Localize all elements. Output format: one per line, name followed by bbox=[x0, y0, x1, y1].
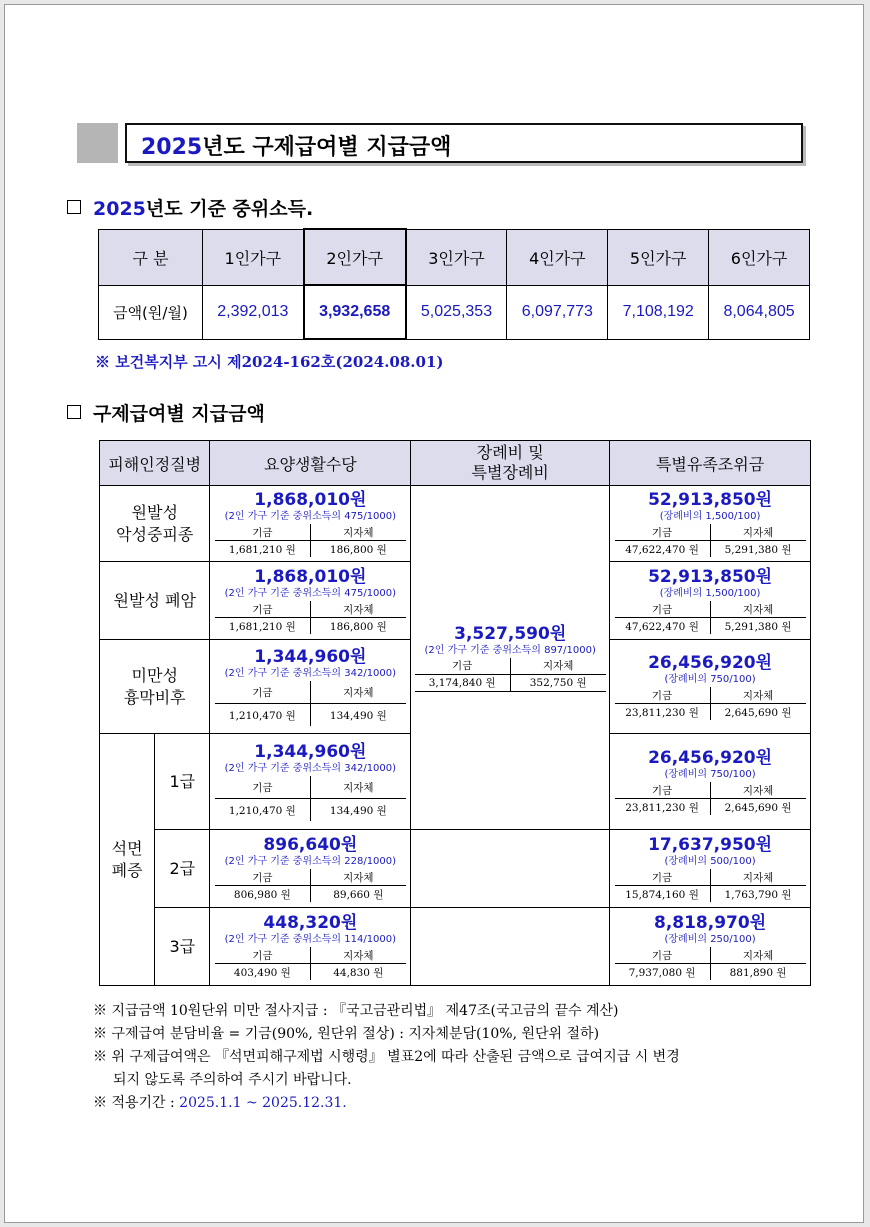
benefit-table bbox=[99, 440, 811, 986]
split-local-value: 1,763,790 원 bbox=[724, 888, 792, 901]
care-cell bbox=[210, 830, 411, 908]
section-heading-median-income bbox=[67, 194, 313, 221]
special-cell bbox=[610, 486, 811, 562]
footnote-rounding: ※ 지급금액 10원단위 미만 절사지급 : 『국고금관리법』 제47조(국고금의 끝수 계산) bbox=[93, 1003, 619, 1019]
special-split bbox=[615, 687, 806, 720]
split-national-label: 기금 bbox=[615, 687, 711, 704]
special-amount: 52,913,850원 bbox=[648, 490, 773, 510]
table-row bbox=[100, 908, 811, 986]
footnotes bbox=[93, 1000, 813, 1115]
care-split bbox=[215, 524, 406, 557]
grade-cell: 2급 bbox=[155, 830, 210, 908]
grade-cell: 3급 bbox=[155, 908, 210, 986]
split-national-value: 47,622,470 원 bbox=[615, 618, 711, 635]
care-amount: 1,868,010원 bbox=[254, 567, 367, 587]
special-cell bbox=[610, 640, 811, 734]
special-split bbox=[615, 524, 806, 557]
care-cell bbox=[210, 734, 411, 830]
care-cell bbox=[210, 562, 411, 640]
disease-cell bbox=[100, 640, 210, 734]
page-title bbox=[141, 130, 451, 161]
care-basis: (2인 가구 기준 중위소득의 114/1000) bbox=[224, 934, 397, 945]
special-basis: (장례비의 250/100) bbox=[664, 934, 756, 945]
section-heading-benefits bbox=[67, 399, 265, 426]
split-local-value: 352,750 원 bbox=[510, 674, 606, 691]
split-local-label: 지자체 bbox=[310, 524, 406, 541]
split-national-label: 기금 bbox=[215, 681, 311, 704]
special-basis: (장례비의 1,500/100) bbox=[659, 588, 761, 599]
care-split bbox=[215, 601, 406, 634]
split-national-value: 1,681,210 원 bbox=[215, 618, 311, 635]
split-national-label: 기금 bbox=[615, 782, 711, 799]
asbestosis-cell bbox=[100, 734, 155, 986]
split-national-value: 15,874,160 원 bbox=[615, 886, 711, 903]
footnote-decree-cont: 되지 않도록 주의하여 주시기 바랍니다. bbox=[113, 1072, 352, 1088]
funeral-amount: 3,527,590원 bbox=[454, 623, 567, 644]
income-table-value-row bbox=[99, 285, 810, 339]
split-local-value: 186,800 원 bbox=[329, 620, 387, 633]
title-box bbox=[125, 123, 803, 163]
special-split bbox=[615, 601, 806, 634]
split-national-value: 806,980 원 bbox=[215, 886, 311, 903]
split-local-value: 44,830 원 bbox=[333, 966, 384, 979]
split-local-value: 5,291,380 원 bbox=[724, 543, 792, 556]
split-national-label: 기금 bbox=[215, 947, 311, 964]
header-funeral-line2: 특별장례비 bbox=[471, 463, 549, 482]
care-cell bbox=[210, 640, 411, 734]
special-amount: 26,456,920원 bbox=[648, 748, 773, 768]
income-header-6p: 6인가구 bbox=[709, 229, 810, 285]
care-basis: (2인 가구 기준 중위소득의 342/1000) bbox=[224, 763, 397, 774]
split-local-label: 지자체 bbox=[710, 869, 806, 886]
split-national-label: 기금 bbox=[615, 524, 711, 541]
benefit-table-header-row bbox=[100, 441, 811, 486]
split-local-label: 지자체 bbox=[310, 947, 406, 964]
care-basis: (2인 가구 기준 중위소득의 475/1000) bbox=[224, 588, 397, 599]
footnote-period bbox=[93, 1092, 813, 1115]
split-local-label: 지자체 bbox=[510, 658, 606, 675]
split-national-label: 기금 bbox=[215, 776, 311, 799]
split-local-value: 134,490 원 bbox=[329, 709, 387, 722]
header-funeral bbox=[411, 441, 610, 486]
income-value-2p: 3,932,658 bbox=[304, 285, 406, 339]
disease-cell bbox=[100, 562, 210, 640]
special-split bbox=[615, 869, 806, 902]
care-split bbox=[215, 869, 406, 902]
title-marker-block bbox=[77, 123, 118, 163]
income-header-3p: 3인가구 bbox=[406, 229, 507, 285]
footnote-decree: ※ 위 구제급여액은 『석면피해구제법 시행령』 별표2에 따라 산출된 금액으로 급여지급 시 변경 bbox=[93, 1049, 680, 1065]
special-basis: (장례비의 500/100) bbox=[664, 856, 756, 867]
split-national-value: 3,174,840 원 bbox=[415, 674, 511, 691]
notice-reference: ※ 보건복지부 고시 제2024-162호(2024.08.01) bbox=[95, 353, 444, 371]
care-basis: (2인 가구 기준 중위소득의 228/1000) bbox=[224, 856, 397, 867]
special-basis: (장례비의 750/100) bbox=[664, 674, 756, 685]
income-row-label: 금액(원/월) bbox=[99, 285, 203, 339]
split-national-value: 23,811,230 원 bbox=[615, 799, 711, 816]
special-cell bbox=[610, 562, 811, 640]
header-special-bereavement: 특별유족조위금 bbox=[610, 441, 811, 486]
disease-label: 원발성 폐암 bbox=[113, 590, 196, 610]
header-funeral-line1: 장례비 및 bbox=[476, 443, 544, 462]
split-local-label: 지자체 bbox=[310, 601, 406, 618]
split-local-value: 2,645,690 원 bbox=[724, 706, 792, 719]
split-local-value: 2,645,690 원 bbox=[724, 801, 792, 814]
split-local-value: 5,291,380 원 bbox=[724, 620, 792, 633]
split-local-value: 186,800 원 bbox=[329, 543, 387, 556]
care-cell bbox=[210, 486, 411, 562]
funeral-empty-cell bbox=[411, 830, 610, 908]
split-national-value: 47,622,470 원 bbox=[615, 541, 711, 558]
split-local-label: 지자체 bbox=[710, 524, 806, 541]
split-national-label: 기금 bbox=[215, 524, 311, 541]
table-row bbox=[100, 486, 811, 562]
care-amount: 896,640원 bbox=[263, 835, 358, 855]
funeral-split bbox=[415, 658, 606, 692]
disease-label: 흉막비후 bbox=[123, 687, 186, 707]
special-amount: 8,818,970원 bbox=[653, 913, 767, 933]
care-amount: 448,320원 bbox=[263, 913, 358, 933]
header-care-allowance: 요양생활수당 bbox=[210, 441, 411, 486]
special-amount: 26,456,920원 bbox=[648, 653, 773, 673]
disease-label: 원발성 bbox=[131, 502, 178, 522]
split-local-label: 지자체 bbox=[710, 687, 806, 704]
split-local-label: 지자체 bbox=[310, 776, 406, 799]
special-basis: (장례비의 750/100) bbox=[664, 769, 756, 780]
care-split bbox=[215, 947, 406, 980]
special-cell bbox=[610, 908, 811, 986]
care-basis: (2인 가구 기준 중위소득의 475/1000) bbox=[224, 511, 397, 522]
care-basis: (2인 가구 기준 중위소득의 342/1000) bbox=[224, 668, 397, 679]
split-national-value: 403,490 원 bbox=[215, 964, 311, 981]
median-income-table bbox=[98, 228, 810, 340]
section1-rest: 년도 기준 중위소득. bbox=[145, 198, 314, 220]
income-value-3p: 5,025,353 bbox=[406, 285, 507, 339]
header-disease: 피해인정질병 bbox=[100, 441, 210, 486]
care-split bbox=[215, 776, 406, 821]
asbestosis-label: 석면 bbox=[111, 838, 143, 858]
split-national-label: 기금 bbox=[615, 869, 711, 886]
special-split bbox=[615, 947, 806, 980]
section1-year: 2025 bbox=[93, 198, 146, 220]
special-cell bbox=[610, 734, 811, 830]
period-prefix: ※ 적용기간 : bbox=[93, 1095, 180, 1111]
checkbox-square-icon bbox=[67, 405, 81, 419]
care-amount: 1,344,960원 bbox=[254, 742, 367, 762]
split-national-value: 23,811,230 원 bbox=[615, 704, 711, 721]
care-amount: 1,868,010원 bbox=[254, 490, 367, 510]
split-local-value: 881,890 원 bbox=[729, 966, 787, 979]
disease-label: 미만성 bbox=[131, 665, 178, 685]
split-national-value: 1,210,470 원 bbox=[215, 704, 311, 727]
care-split bbox=[215, 681, 406, 726]
income-value-5p: 7,108,192 bbox=[608, 285, 709, 339]
grade-cell: 1급 bbox=[155, 734, 210, 830]
special-split bbox=[615, 782, 806, 815]
care-cell bbox=[210, 908, 411, 986]
checkbox-square-icon bbox=[67, 200, 81, 214]
funeral-cell bbox=[411, 486, 610, 830]
special-basis: (장례비의 1,500/100) bbox=[659, 511, 761, 522]
title-year: 2025 bbox=[141, 135, 203, 160]
period-range: 2025.1.1 ~ 2025.12.31. bbox=[179, 1095, 347, 1111]
asbestosis-label: 폐증 bbox=[111, 860, 143, 880]
split-local-label: 지자체 bbox=[710, 947, 806, 964]
title-rest: 년도 구제급여별 지급금액 bbox=[202, 135, 452, 160]
income-header-2p: 2인가구 bbox=[304, 229, 406, 285]
disease-cell bbox=[100, 486, 210, 562]
split-national-label: 기금 bbox=[215, 601, 311, 618]
income-table-header-row bbox=[99, 229, 810, 285]
split-national-value: 1,210,470 원 bbox=[215, 799, 311, 822]
income-value-6p: 8,064,805 bbox=[709, 285, 810, 339]
table-row bbox=[100, 830, 811, 908]
income-header-1p: 1인가구 bbox=[202, 229, 303, 285]
split-local-label: 지자체 bbox=[710, 601, 806, 618]
footnote-ratio: ※ 구제급여 분담비율 = 기금(90%, 원단위 절상) : 지자체분담(10%, 원단위 절하) bbox=[93, 1026, 600, 1042]
disease-label: 악성중피종 bbox=[116, 524, 194, 544]
special-amount: 52,913,850원 bbox=[648, 567, 773, 587]
funeral-empty-cell bbox=[411, 908, 610, 986]
split-national-value: 1,681,210 원 bbox=[215, 541, 311, 558]
split-national-label: 기금 bbox=[415, 658, 511, 675]
split-national-label: 기금 bbox=[615, 601, 711, 618]
split-local-value: 134,490 원 bbox=[329, 804, 387, 817]
split-local-label: 지자체 bbox=[710, 782, 806, 799]
document-page bbox=[4, 4, 864, 1223]
income-value-1p: 2,392,013 bbox=[202, 285, 303, 339]
care-amount: 1,344,960원 bbox=[254, 647, 367, 667]
income-header-4p: 4인가구 bbox=[507, 229, 608, 285]
split-local-label: 지자체 bbox=[310, 869, 406, 886]
special-cell bbox=[610, 830, 811, 908]
special-amount: 17,637,950원 bbox=[648, 835, 773, 855]
split-national-value: 7,937,080 원 bbox=[615, 964, 711, 981]
split-local-value: 89,660 원 bbox=[333, 888, 384, 901]
income-header-5p: 5인가구 bbox=[608, 229, 709, 285]
split-local-label: 지자체 bbox=[310, 681, 406, 704]
section2-text: 구제급여별 지급금액 bbox=[93, 403, 265, 425]
split-national-label: 기금 bbox=[215, 869, 311, 886]
income-value-4p: 6,097,773 bbox=[507, 285, 608, 339]
split-national-label: 기금 bbox=[615, 947, 711, 964]
income-header-category: 구 분 bbox=[99, 229, 203, 285]
funeral-basis: (2인 가구 기준 중위소득의 897/1000) bbox=[424, 644, 596, 656]
